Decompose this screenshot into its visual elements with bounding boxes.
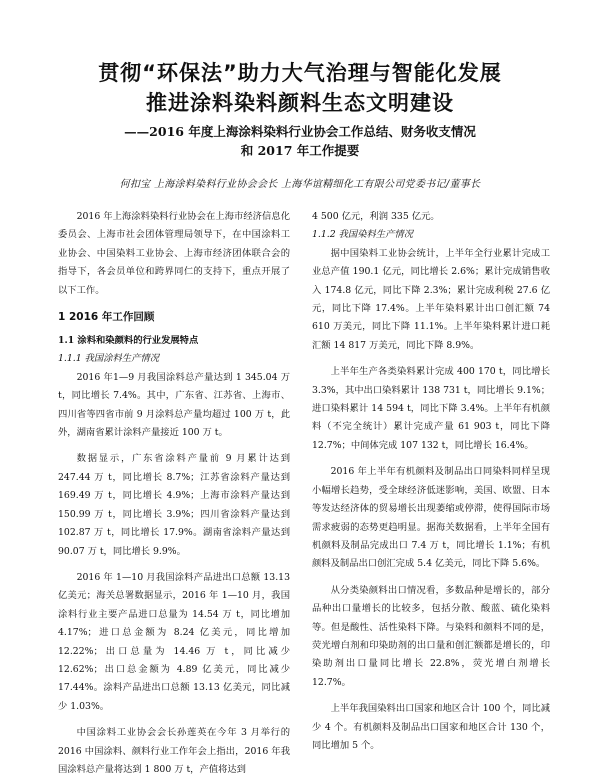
section-heading-1-1-2: 1.1.2 我国染料生产情况 [312, 229, 413, 241]
paragraph: 2016 年1—9 月我国涂料总产量达到 1 345.04 万 t，同比增长 7.4%。其中，广东省、江苏省、上海市、四川省等四省市前 9 月涂料总产量均超过 100 万 t，此外，湖南省累计涂料产量接近 100 万 t。 [58, 371, 290, 439]
right-column [312, 208, 550, 755]
intro-paragraph: 2016 年上海涂料染料行业协会在上海市经济信息化委员会、上海市社会团体管理局领导下，在中国涂料工业协会、中国染料工业协会、上海市经济团体联合会的指导下，各会员单位和跨界同仁的支持下，重点开展了以下工作。 [58, 211, 290, 296]
section-heading-1: 1 2016 年工作回顾 [58, 311, 155, 324]
continued-paragraph: 4 500 亿元，利润 335 亿元。 [312, 211, 440, 222]
subtitle-line-2: 和 2017 年工作提要 [240, 143, 360, 158]
left-column [58, 208, 290, 779]
paragraph: 中国涂料工业协会会长孙莲英在今年 3 月举行的 2016 中国涂料、颜料行业工作年会上指出，2016 年我国涂料总产量将达到 1 800 万 t，产值将达到 [58, 727, 290, 775]
paragraph: 从分类染颜料出口情况看，多数品种是增长的，部分品种出口量增长的比较多，包括分散、酸蓝、硫化染料等。但是酸性、活性染料下降。与染料和颜料不同的是，荧光增白剂和印染助剂的出口量和创汇额都是增长的，印染助剂出口量同比增长 22.8%，荧光增白剂增长 12.7%。 [312, 584, 550, 688]
paragraph: 上半年生产各类染料累计完成 400 170 t，同比增长 3.3%，其中出口染料累计 138 731 t，同比增长 9.1%；进口染料累计 14 594 t，同比下降 3.4%。上半年有机颜料（不完全统计）累计完成产量 61 903 t，同比下降 12.7%；中间体完成 107 132 t，同比增长 16.4%。 [312, 366, 550, 451]
paragraph: 2016 年上半年有机颜料及制品出口同染料同样呈现小幅增长趋势，受全球经济低迷影响，美国、欧盟、日本等发达经济体的贸易增长出现萎缩或停滞，使得国际市场需求疲弱的态势更趋明显。据海关数据看，上半年全国有机颜料及制品完成出口 7.4 万 t，同比增长 1.1%；有机颜料及制品出口创汇完成 5.4 亿美元，同比下降 5.6%。 [312, 466, 550, 570]
section-heading-1-1-1: 1.1.1 我国涂料生产情况 [58, 353, 159, 365]
title-line-1: 贯彻“环保法”助力大气治理与智能化发展 [98, 61, 502, 85]
section-heading-1-1: 1.1 涂料和染颜料的行业发展特点 [58, 335, 199, 347]
subtitle-line-1: ——2016 年度上海涂料染料行业协会工作总结、财务收支情况 [124, 124, 476, 139]
author-line: 何扣宝 上海涂料染料行业协会会长 上海华谊精细化工有限公司党委书记/董事长 [119, 179, 481, 190]
paragraph: 上半年我国染料出口国家和地区合计 100 个，同比减少 4 个。有机颜料及制品出口国家和地区合计 130 个，同比增加 5 个。 [312, 703, 550, 751]
title-line-2: 推进涂料染料颜料生态文明建设 [146, 91, 454, 115]
paragraph: 2016 年 1—10 月我国涂料产品进出口总额 13.13 亿美元；海关总署数据显示，2016 年 1—10 月，我国涂料行业主要产品进口总量为 14.54 万 t，同比增加 4.17%；进口总金额为 8.24 亿美元，同比增加 12.22%；出口总量为 14.46 万 t，同比减少 12.62%；出口总金额为 4.89 亿美元，同比减少 17.44%。涂料产品进出口总额 13.13 亿美元，同比减少 1.03%。 [58, 571, 290, 712]
paragraph: 数据显示，广东省涂料产量前 9 月累计达到 247.44 万 t，同比增长 8.7%；江苏省涂料产量达到 169.49 万 t，同比增长 4.9%；上海市涂料产量达到 150.99 万 t，同比增长 3.9%；四川省涂料产量达到 102.87 万 t，同比增长 17.9%。湖南省涂料产量达到 90.07 万 t，同比增长 9.9%。 [58, 453, 290, 557]
paragraph: 据中国染料工业协会统计，上半年全行业累计完成工业总产值 190.1 亿元，同比增长 2.6%；累计完成销售收入 174.8 亿元，同比下降 2.3%；累计完成利税 27.6 亿元，同比下降 17.4%。上半年染料累计出口创汇额 74 610 万美元，同比下降 11.1%。上半年染料累计进口耗汇额 14 817 万美元，同比下降 8.9%。 [312, 247, 550, 351]
